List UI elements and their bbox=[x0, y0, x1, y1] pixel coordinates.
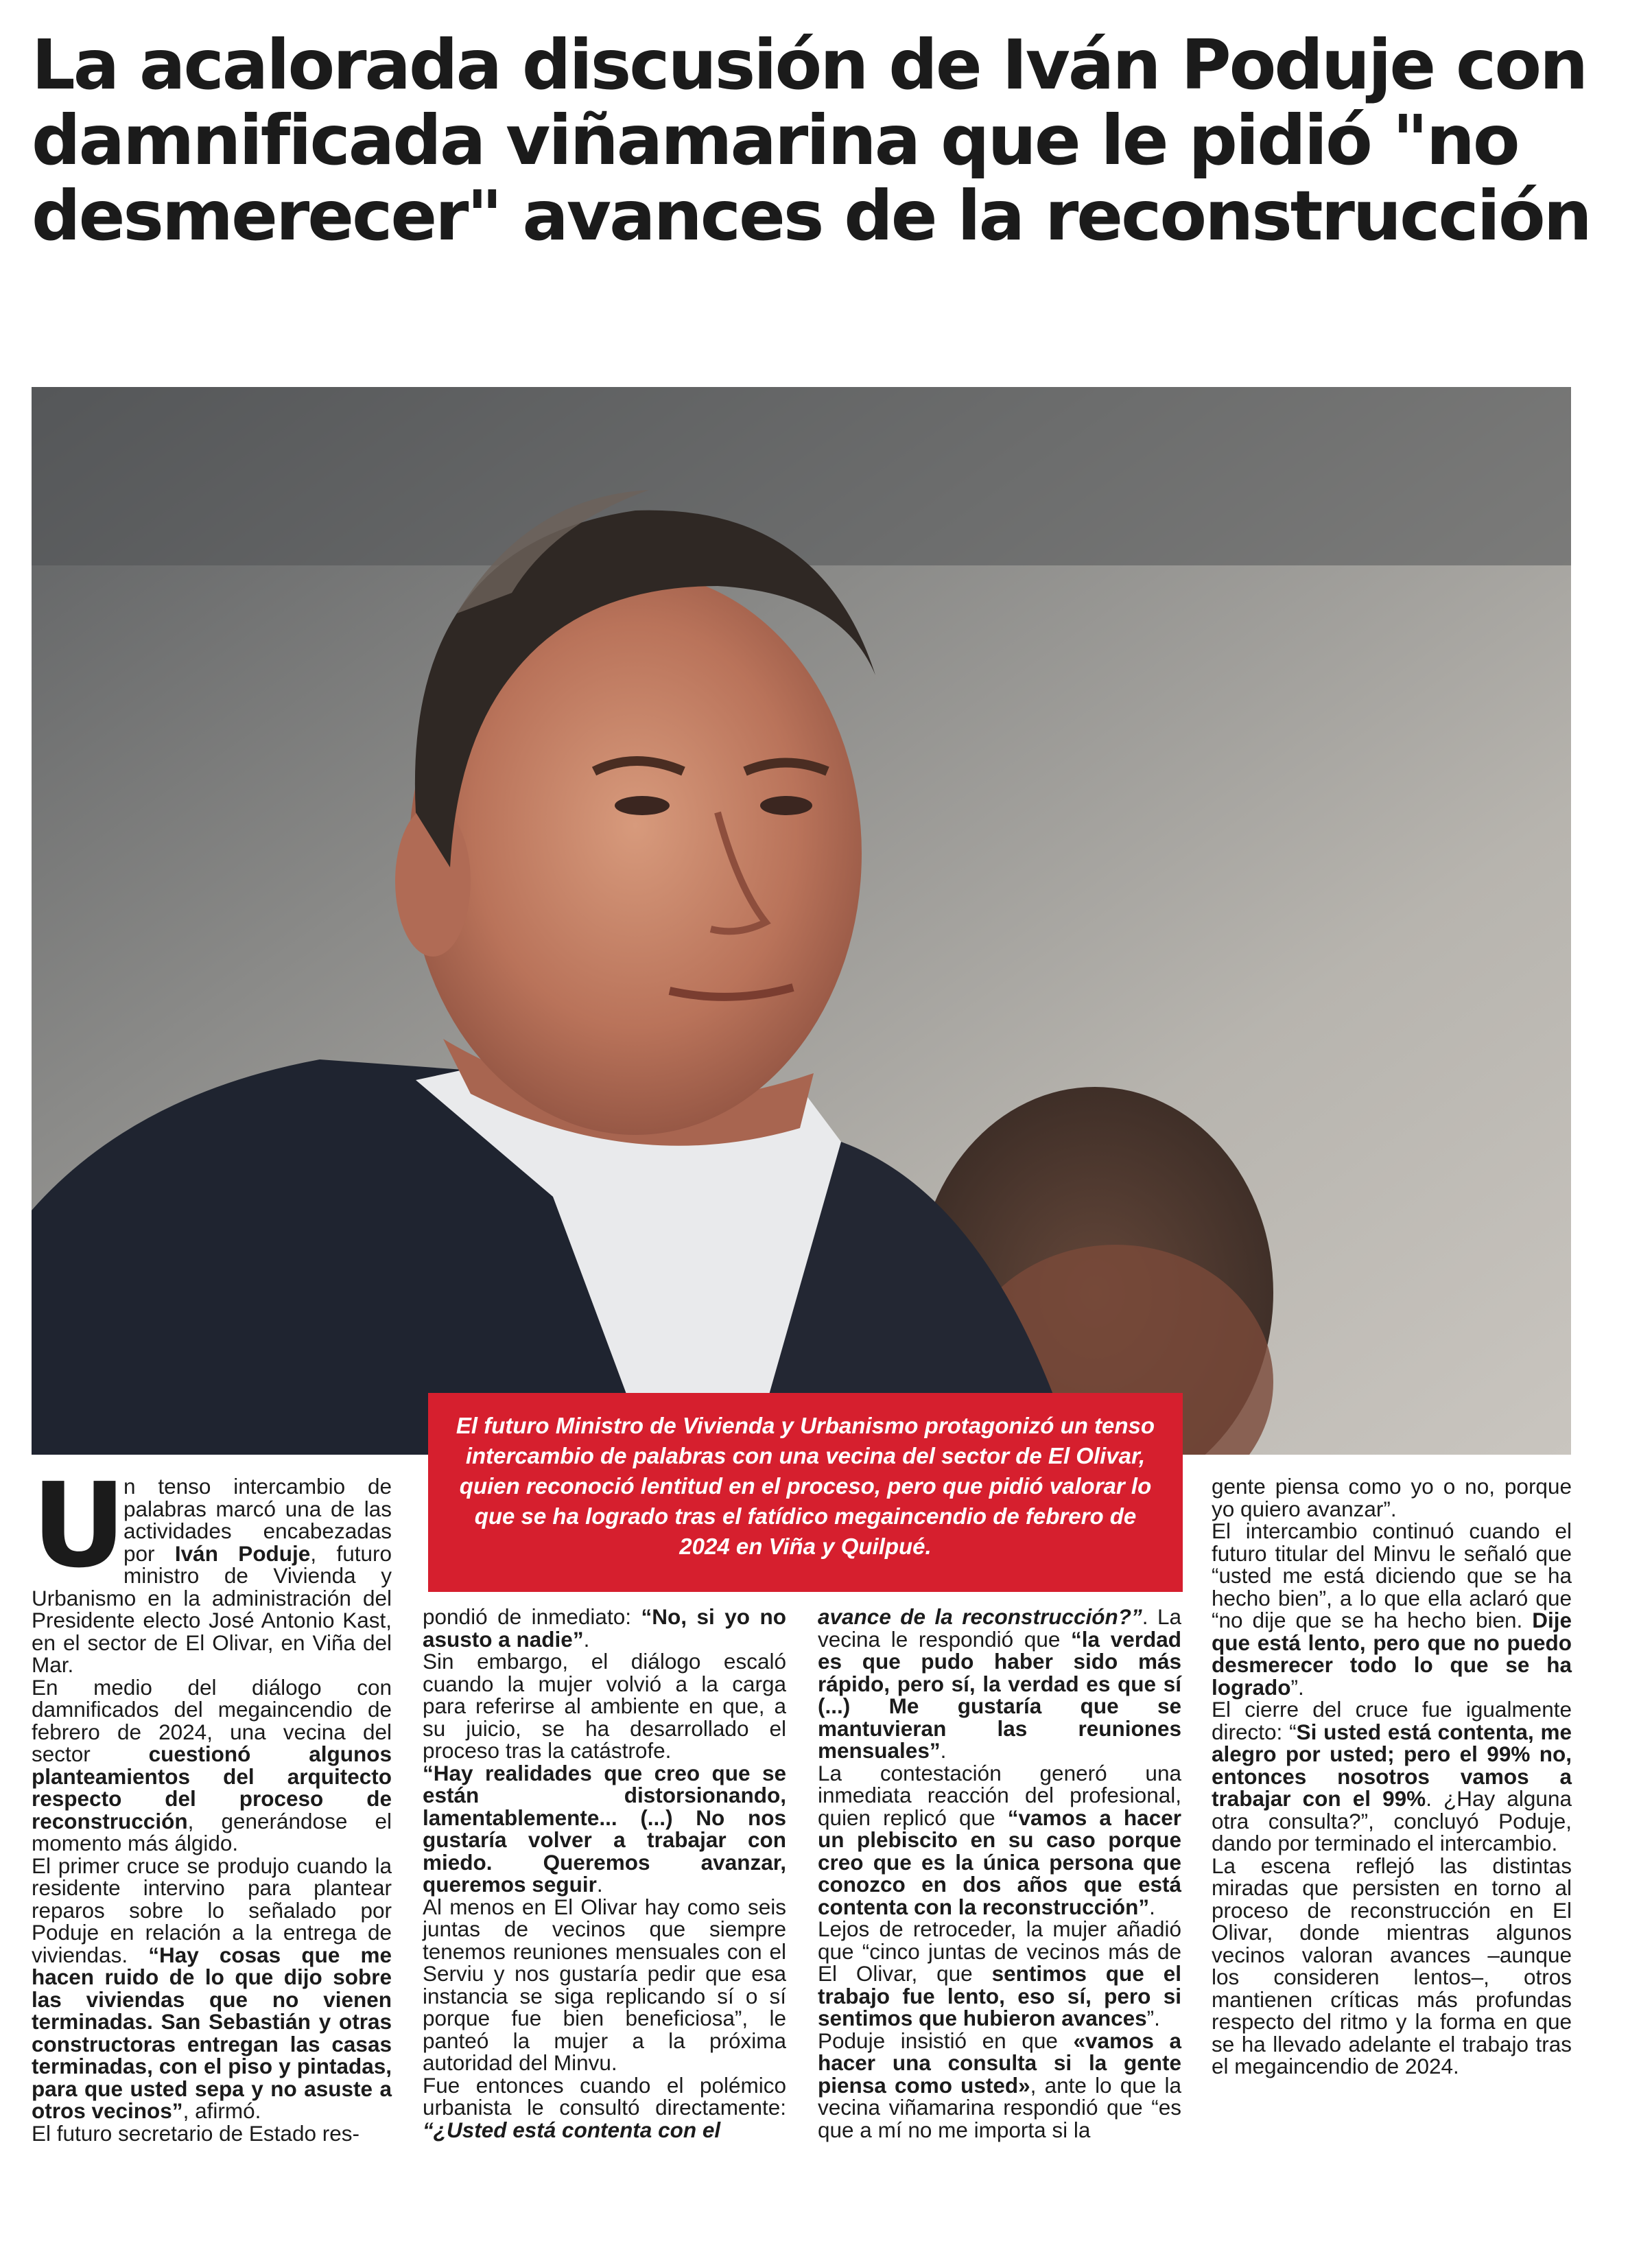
paragraph: La escena reflejó las distintas miradas que persisten en torno al proceso de reconstrucción en El Olivar, donde mientras algunos vecinos valoran avances –aunque los consideren lentos–, otros mantienen críticas más profundas respecto del ritmo y la forma en que se ha llevado adelante el trabajo tras el megaincendio de 2024. bbox=[1212, 1853, 1572, 2078]
paragraph: pondió de inmediato: “No, si yo no asusto a nadie”. bbox=[423, 1604, 787, 1652]
paragraph: El futuro secretario de Estado res- bbox=[32, 2120, 359, 2146]
headline: La acalorada discusión de Iván Poduje con damnificada viñamarina que le pidió "no desmerecer" avances de la reconstrucción bbox=[32, 25, 1590, 256]
photo-caption: El futuro Ministro de Vivienda y Urbanismo protagonizó un tenso intercambio de palabras con una vecina del sector de El Olivar, quien reconoció lentitud en el proceso, pero que pidió valorar lo que se ha logrado tras el fatídico megaincendio de febrero de 2024 en Viña y Quilpué. bbox=[428, 1393, 1183, 1592]
paragraph: “Hay realidades que creo que se están distorsionando, lamentablemente... (...) No nos gustaría volver a trabajar con miedo. Queremos avanzar, queremos seguir. bbox=[423, 1760, 786, 1897]
paragraph: Poduje insistió en que «vamos a hacer una consulta si la gente piensa como usted», ante lo que la vecina viñamarina respondió que “es que a mí no me importa si la bbox=[818, 2028, 1181, 2142]
paragraph: Fue entonces cuando el polémico urbanista le consultó directamente: “¿Usted está contenta con el bbox=[423, 2072, 786, 2142]
paragraph: El cierre del cruce fue igualmente directo: “Si usted está contenta, me alegro por usted; pero el 99% no, entonces nosotros vamos a trabajar con el 99%. ¿Hay alguna otra consulta?”, concluyó Poduje, dando por terminado el intercambio. bbox=[1212, 1697, 1572, 1855]
article-column-3 bbox=[818, 1606, 1181, 2141]
paragraph: avance de la reconstrucción?”. La vecina le respondió que “la verdad es que pudo haber sido más rápido, pero sí, la verdad es que sí (...) Me gustaría que se mantuvieran las reuniones mensuales”. bbox=[818, 1604, 1181, 1763]
paragraph: gente piensa como yo o no, porque yo quiero avanzar”. bbox=[1212, 1474, 1572, 1521]
paragraph: El primer cruce se produjo cuando la residente intervino para plantear reparos sobre lo señalado por Poduje en relación a la entrega de viviendas. “Hay cosas que me hacen ruido de lo que dijo sobre las viviendas que no vienen terminadas. San Sebastián y otras constructoras entregan las casas terminadas, con el piso y pintadas, para que usted sepa y no asuste a otros vecinos”, afirmó. bbox=[32, 1853, 392, 2123]
drop-cap: U bbox=[32, 1458, 127, 1594]
paragraph: Lejos de retroceder, la mujer añadió que “cinco juntas de vecinos más de El Olivar, que sentimos que el trabajo fue lento, eso sí, pero si sentimos que hubieron avances”. bbox=[818, 1916, 1181, 2030]
paragraph: Al menos en El Olivar hay como seis juntas de vecinos que siempre tenemos reuniones mensuales con el Serviu y nos gustaría pedir que esa instancia se siga replicando sí o sí porque fue bien beneficiosa”, le panteó la mujer a la próxima autoridad del Minvu. bbox=[423, 1894, 786, 2075]
paragraph: En medio del diálogo con damnificados del megaincendio de febrero de 2024, una vecina del sector cuestionó algunos planteamientos del arquitecto respecto del proceso de reconstrucción, generándose el momento más álgido. bbox=[32, 1674, 392, 1855]
article-column-4 bbox=[1212, 1475, 1572, 2078]
paragraph: n tenso intercambio de palabras marcó una de las actividades encabezadas por Iván Poduje, futuro ministro de Vivienda y Urbanismo en la administración del Presidente electo José Antonio Kast, en el sector de El Olivar, en Viña del Mar. bbox=[32, 1474, 392, 1677]
article-column-1 bbox=[32, 1458, 392, 2146]
article-photo bbox=[32, 387, 1571, 1455]
paragraph: La contestación generó una inmediata reacción del profesional, quien replicó que “vamos a hacer un plebiscito en su caso porque creo que es la única persona que conozco en dos años que está contenta con la reconstrucción”. bbox=[818, 1760, 1181, 1919]
article-column-2 bbox=[423, 1606, 786, 2141]
portrait-photo bbox=[32, 387, 1571, 1455]
paragraph: Sin embargo, el diálogo escaló cuando la mujer volvió a la carga para referirse al ambiente en que, a su juicio, se ha desarrollado el proceso tras la catástrofe. bbox=[423, 1649, 786, 1763]
paragraph: El intercambio continuó cuando el futuro titular del Minvu le señaló que “usted me está diciendo que se ha hecho bien”, a lo que ella aclaró que “no dije que se ha hecho bien. Dije que está lento, pero que no puedo desmerecer todo lo que se ha logrado”. bbox=[1212, 1519, 1572, 1700]
